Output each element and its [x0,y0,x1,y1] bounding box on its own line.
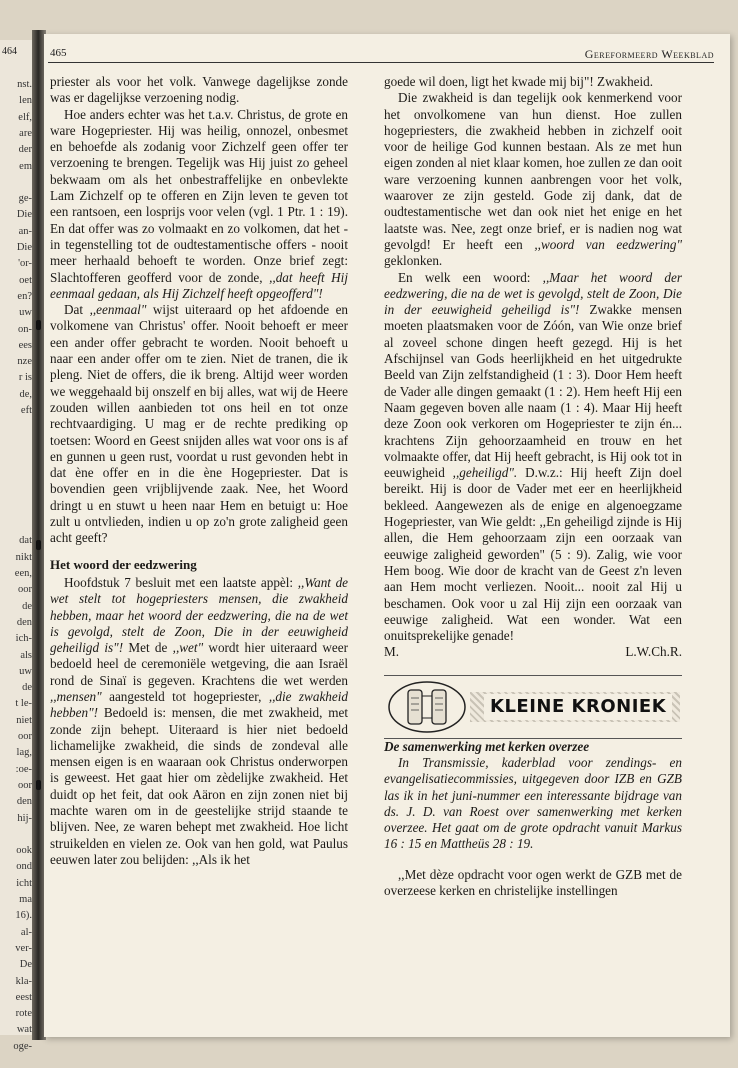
signature-line [384,644,682,660]
previous-page-fragment: al- [20,926,32,938]
signature-author: L.W.Ch.R. [625,644,682,660]
previous-page-fragment: t le- [15,698,32,710]
right-column [384,74,682,899]
article-subtitle: De samenwerking met kerken overzee [384,738,590,754]
previous-page-fragment: Die [16,242,32,253]
page-header [48,44,714,63]
paragraph: ,,Met dèze opdracht voor ogen werkt de GZB met de overzeese kerken en christelijke instellingen [384,866,682,899]
paragraph: goede wil doen, ligt het kwade mij bij"! Zwakheid. [384,74,654,89]
previous-page-fragment: een, [14,568,32,579]
previous-page-fragment: ge- [18,193,32,205]
previous-page-edge [0,40,34,1052]
previous-page-fragment: hij- [17,812,32,824]
previous-page-fragment: ond [16,861,32,873]
previous-page-fragment: De [19,959,32,971]
previous-page-fragment: elf, [18,111,32,123]
previous-page-fragment: on- [18,323,32,335]
binding-mark [36,540,41,550]
previous-page-fragment: oor [18,779,32,791]
binding-mark [36,780,41,790]
magazine-page [44,34,730,1037]
paragraph: priester als voor het volk. Vanwege dagelijkse zonde was er dagelijkse verzoening nodig. [50,74,348,106]
previous-page-fragment: kla- [15,975,32,987]
previous-page-fragment: len [19,95,32,107]
previous-page-fragment: en? [17,290,32,302]
quote: ,,Maar het woord der eedzwering, die na de wet is gevolgd, stelt de Zoon, Die in der eeuwigheid geheiligd is"! [384,269,683,318]
previous-page-fragment: oge- [13,1040,32,1052]
previous-page-fragment: den [16,616,32,628]
previous-page-fragment: nikt [15,551,32,563]
previous-page-fragment: :oe- [15,763,32,775]
previous-page-fragment: wat [16,1024,32,1036]
previous-page-fragment: eft [20,405,32,416]
paragraph: Dat ,,eenmaal" wijst uiteraard op het afdoende en volkomene van Christus' offer. Nooit behoeft er meer een ander offer gebracht te worden. Nooit behoeft u naar een ander offer om te zien. Niet de tranen, die ik pleng. Niet de offers, die ik breng. Altijd weer worden we weggehaald bij onszelf en bij alles, wat wij de Heere zouden willen aanbieden tot ons heil en tot onze rechtvaardiging. U mag er de rechte prediking op toetsen: Woord en Geest snijden alles wat voor ons is af en gunnen u geen rust, voordat u rust gevonden hebt in dat ène offer en in die ène Hogepriester. Dat is bovendien geen vrijblijvende zaak. Nee, het Woord dringt u en stuwt u heen naar Hem en betuigt u: Hoe zult u ontvlieden, indien u op zo'n grote zaligheid geen acht geeft? [50,302,349,546]
previous-page-fragment: oor [18,584,32,596]
previous-page-fragment: ma [19,894,32,905]
quote: ,,Want de wet stelt tot hogepriesters mensen, die zwakheid hebben, maar het woord der eedzwering, die na de wet is gevolgd, stelt de Zoon, Die in der eeuwigheid geheiligd is"! [50,574,349,656]
previous-page-fragment: nst. [17,79,32,90]
previous-page-fragment: 'or- [18,258,32,270]
previous-page-number: 464 [2,46,17,57]
previous-page-fragment: rote [15,1008,32,1020]
previous-page-fragment: Die [16,209,32,221]
previous-page-fragment: nze [17,356,32,368]
previous-page-fragment: ver- [15,942,32,954]
signature-initial: M. [384,644,400,660]
scroll-emblem-icon [386,680,468,734]
previous-page-fragment: der [18,144,32,156]
left-column [50,74,348,868]
kleine-kroniek-banner [384,675,682,739]
section-heading: Het woord der eedzwering [50,556,197,572]
quote: ,,dat heeft Hij eenmaal gedaan, als Hij Zichzelf heeft opgeofferd"! [50,269,349,301]
previous-page-fragment: em [19,160,32,172]
previous-page-fragment: niet [16,714,32,726]
previous-page-fragment: de [22,682,32,694]
article-intro: In Transmissie, kaderblad voor zendings- en evangelisatiecommissies, uitgegeven door IZB en GZB las ik in het juni-nummer een interessante bijdrage van ds. J. D. van Roest over samenwerking met kerken overzee. Het gaat om de grote opdracht vanuit Markus 16 : 15 en Mattheüs 28 : 19. [384,754,682,852]
previous-page-fragment: oor [18,731,32,742]
page-number: 465 [50,47,67,59]
paragraph: Hoofdstuk 7 besluit met een laatste appèl: ,,Want de wet stelt tot hogepriesters mensen, die zwakheid hebben, maar het woord der eedzwering, die na de wet is gevolgd, stelt de Zoon, Die in der eeuwigheid geheiligd is"! Met de ,,wet" wordt hier uiteraard weer bedoeld heel de ceremoniële wetgeving, die aan Israël rond de Sinaï is gegeven. Krachtens die wet werden ,,mensen" aangesteld tot hogepriester, ,,die zwakheid hebben"! Bedoeld is: mensen, die met zwakheid, met zonde zijn behept. Uiteraard is hier niet bedoeld lichamelijke zwakheid, die sinds de zondeval alle mensen eigen is en waaraan ook Christus onderworpen is geweest. Het gaat hier om zèdelijke zwakheid. Het duidt op het feit, dat ook Aäron en zijn zonen niet bij machte waren om in de geestelijke strijd staande te blijven. Nee, ze waren behept met zwakheid. Hoe licht struikelden en vielen ze. Ook van hen gold, wat Paulus eeuwen later zou belijden: ,,Als ik het [50,574,349,867]
previous-page-fragment: dat [19,535,32,547]
previous-page-fragment: de, [19,388,32,400]
previous-page-fragment: 16). [15,910,32,922]
previous-page-fragment: den [16,796,32,808]
paragraph: Die zwakheid is dan tegelijk ook kenmerkend voor het onvolkomene van hun dienst. Hoe zullen hogepriesters, die zwakheid hebben in zichzelf ooit voor de heilige God kunnen bestaan. Als ze met hun eigen zonden al niet klaar komen, hoe zullen ze dan ooit ware verzoening kunnen aanbrengen voor het volk, waarover ze zijn gesteld. Gode zij dank, dat de oudtestamentische wet dan ook niet het enige en het laatste was. Nee, zegt onze brief, er is nadien nog wat gevolgd! Er heeft een ,,woord van eedzwering" geklonken. [384,90,682,269]
paragraph: En welk een woord: ,,Maar het woord der eedzwering, die na de wet is gevolgd, stelt de Zoon, Die in der eeuwigheid geheiligd is"! Zwakke mensen moeten plaatsmaken voor de Zóón, van Wie onze brief al zoveel schone dingen heeft gezegd. Hij is het Afschijnsel van Gods heerlijkheid en het uitgedrukte Beeld van Zijn zelfstandigheid (1 : 3). Door Hem heeft de Vader alle dingen gemaakt (1 : 2). Hem heeft Hij een Naam gegeven boven alle naam (1 : 4). Maar Hij heeft deze Zoon ook verkoren om Hogepriester te zijn én... krachtens Zijn gehoorzaamheid en trouw en het volmaakte offer, dat Hij heeft gebracht, is Hij ook tot in eeuwigheid ,,geheiligd". D.w.z.: Hij heeft Zijn doel bereikt. Hij is door de Vader met eer en heerlijkheid bekleed. Aangewezen als de enige en algenoegzame Hogepriester, van Wie geldt: ,,En geheiligd zijnde is Hij allen, die Hem gehoorzaam zijn een oorzaak van eeuwige zaligheid geworden" (5 : 9). Zalig, wie voor Hem boog. Wie door de kracht van de Geest z'n leven aan Hem mocht verliezen. Nooit... nooit zal Hij u beschamen. Ook voor u zal Hij zijn een oorzaak van eeuwige zaligheid. Wat een wonder. Wat een onuitsprekelijke genade! [384,269,683,644]
previous-page-fragment: are [19,127,32,139]
previous-page-fragment: r is [18,372,32,384]
section-banner-title: KLEINE KRONIEK [484,694,672,720]
previous-page-fragment: an- [18,225,32,237]
previous-page-fragment: als [20,649,32,661]
previous-page-fragment: ees [18,339,32,351]
binding-mark [36,320,41,330]
paragraph: Hoe anders echter was het t.a.v. Christus, de grote en ware Hogepriester. Hij was heilig, onnozel, onbesmet en behoefde als zodanig voor Zichzelf geen offer ter verzoening te brengen. Tegelijk was Hij juist zo geheel bekwaam om als het onbestraffelijke en onbevlekte Lam Zichzelf op te offeren en Zijn leven te geven tot een rantsoen, een losprijs voor velen (vgl. 1 Ptr. 1 : 19). En dat offer was zo volmaakt en zo volkomen, dat het - in tegenstelling tot de oudtestamentische offers - nooit meer herhaald behoeft te worden. Onze brief zegt: Slachtofferen geofferd voor de zonde, ,,dat heeft Hij eenmaal gedaan, als Hij Zichzelf heeft opgeofferd"! [50,106,349,301]
previous-page-fragment: de [22,600,32,612]
previous-page-fragment: ook [16,845,32,857]
previous-page-fragment: lag, [16,747,32,759]
publication-title: Gereformeerd Weekblad [584,47,714,61]
previous-page-fragment: ich- [15,633,32,645]
previous-page-fragment: icht [16,877,32,889]
previous-page-fragment: uw [19,665,32,677]
previous-page-fragment: eest [15,991,32,1003]
previous-page-fragment: oet [19,274,32,286]
previous-page-fragment: uw [19,307,32,319]
